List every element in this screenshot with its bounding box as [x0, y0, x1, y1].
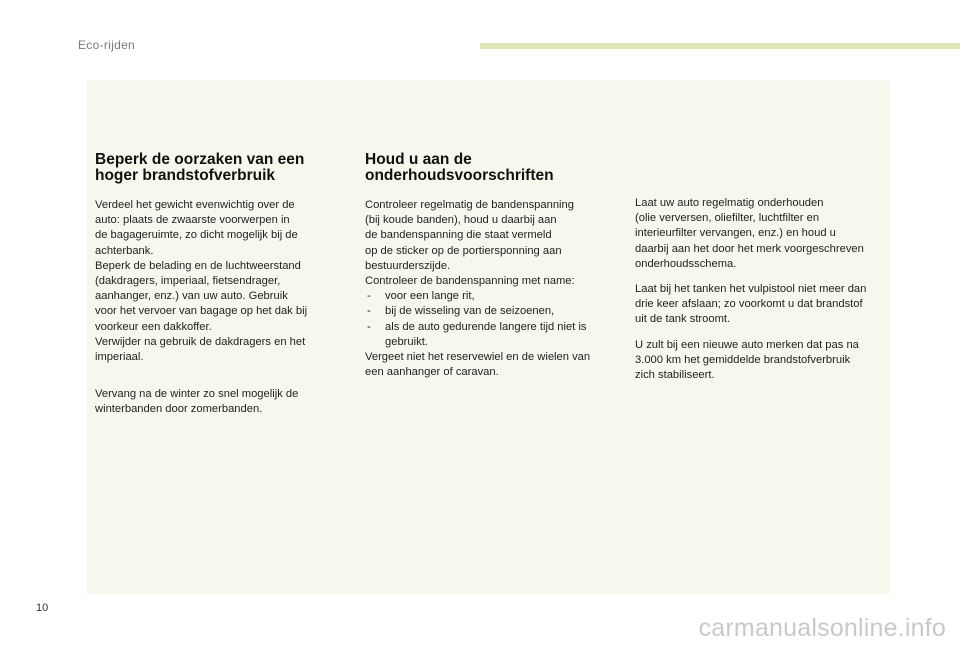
text-line: voorkeur een dakkoffer. — [95, 320, 212, 333]
text-line: imperiaal. — [95, 351, 144, 364]
text-line: winterbanden door zomerbanden. — [95, 403, 263, 416]
heading-maintenance — [365, 152, 611, 184]
text-line: Controleer regelmatig de bandenspanning — [365, 199, 574, 211]
text-line: op de sticker op de portiersponning aan — [365, 244, 562, 257]
text-line: Verwijder na gebruik de dakdragers en het — [95, 335, 306, 348]
text-line: interieurfilter vervangen, enz.) en houd u — [635, 227, 836, 240]
column-maintenance-continued — [635, 196, 885, 383]
header-accent-bar — [480, 43, 960, 49]
text-line: de bandenspanning die staat vermeld — [365, 229, 552, 242]
content-panel — [87, 80, 890, 594]
text-line: zich stabiliseert. — [635, 369, 715, 382]
list-item: - voor een lange rit, — [365, 289, 611, 304]
paragraph-check-pressure: Controleer de bandenspanning met name: — [365, 275, 575, 288]
paragraph-remove-roof-bars — [95, 335, 320, 365]
list-item: - bij de wisseling van de seizoenen, — [365, 304, 611, 319]
heading-line: hoger brandstofverbruik — [95, 167, 275, 184]
list-item: - als de auto gedurende langere tijd niet is gebruikt. — [365, 320, 611, 350]
heading-line: Beperk de oorzaken van een — [95, 151, 305, 168]
watermark: carmanualsonline.info — [698, 614, 946, 642]
column-reduce-consumption — [95, 152, 320, 418]
text-line: (dakdragers, imperiaal, fietsendrager, — [95, 275, 281, 288]
text-line: uit de tank stroomt. — [635, 313, 731, 326]
paragraph-limit-load — [95, 259, 320, 335]
text-line: een aanhanger of caravan. — [365, 366, 499, 379]
text-line: Vergeet niet het reservewiel en de wielen van — [365, 351, 591, 364]
paragraph-spare-wheel — [365, 350, 611, 380]
paragraph-regular-service — [635, 196, 885, 272]
text-line: (bij koude banden), houd u daarbij aan — [365, 214, 557, 227]
text-line: voor het vervoer van bagage op het dak bij — [95, 305, 308, 318]
text-line: daarbij aan het door het merk voorgeschreven — [635, 242, 864, 255]
text-line: bestuurderszijde. — [365, 259, 451, 272]
page-number: 10 — [36, 602, 49, 614]
text-line: 3.000 km het gemiddelde brandstofverbruik — [635, 353, 851, 366]
heading-line: Houd u aan de — [365, 151, 472, 168]
section-title: Eco-rijden — [78, 38, 136, 52]
text-line: de bagageruimte, zo dicht mogelijk bij de — [95, 229, 298, 242]
text-line: auto: plaats de zwaarste voorwerpen in — [95, 214, 290, 227]
paragraph-new-car-consumption — [635, 338, 885, 384]
text-line: Laat uw auto regelmatig onderhouden — [635, 197, 824, 209]
text-line: (olie verversen, oliefilter, luchtfilter en — [635, 212, 820, 225]
text-line: aanhanger, enz.) van uw auto. Gebruik — [95, 290, 288, 303]
paragraph-winter-tyres — [95, 387, 320, 417]
heading-reduce-consumption — [95, 152, 320, 184]
paragraph-refuelling — [635, 282, 885, 328]
text-line: Verdeel het gewicht evenwichtig over de — [95, 199, 295, 211]
text-line: U zult bij een nieuwe auto merken dat pas na — [635, 338, 859, 351]
text-line: Vervang na de winter zo snel mogelijk de — [95, 388, 299, 401]
heading-line: onderhoudsvoorschriften — [365, 167, 554, 184]
column-maintenance — [365, 152, 611, 380]
text-line: drie keer afslaan; zo voorkomt u dat brandstof — [635, 298, 863, 311]
text-line: Laat bij het tanken het vulpistool niet meer dan — [635, 283, 867, 296]
check-list — [365, 289, 611, 350]
text-line: achterbank. — [95, 244, 154, 257]
paragraph-weight-distribution — [95, 198, 320, 259]
text-line: onderhoudsschema. — [635, 257, 737, 270]
paragraph-tyre-pressure — [365, 198, 611, 274]
text-line: Beperk de belading en de luchtweerstand — [95, 259, 301, 272]
